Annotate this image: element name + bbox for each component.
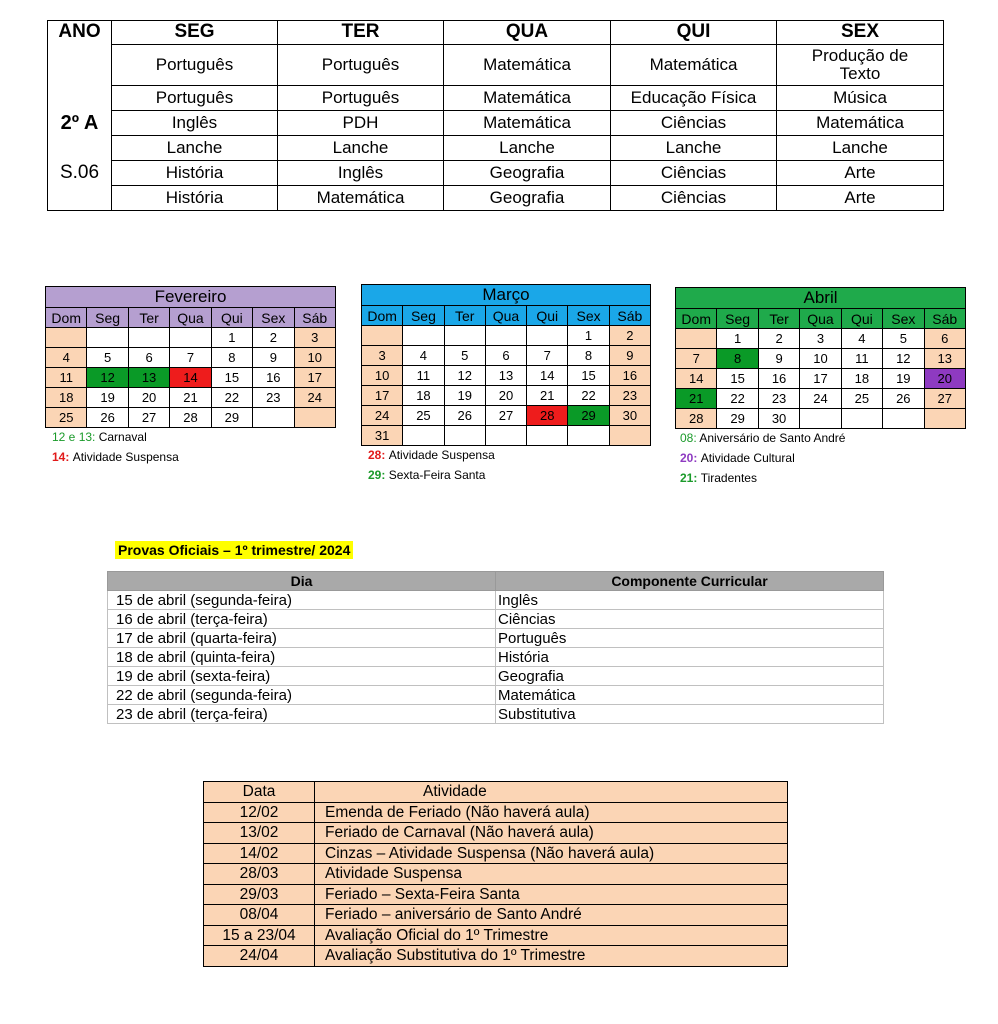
calendar-day: 19 bbox=[87, 388, 128, 408]
calendar-day: 13 bbox=[924, 349, 965, 369]
calendar-day: 3 bbox=[362, 346, 403, 366]
calendar-day: 14 bbox=[170, 368, 211, 388]
schedule-row bbox=[48, 161, 944, 186]
calendar-day: 17 bbox=[362, 386, 403, 406]
calendar-day bbox=[128, 328, 169, 348]
legend-key: 08 bbox=[680, 431, 694, 445]
provas-row bbox=[108, 648, 884, 667]
calendar-day: 25 bbox=[46, 408, 87, 428]
calendar-day: 28 bbox=[527, 406, 568, 426]
calendar-weekday-row bbox=[46, 308, 336, 328]
calendar-day: 24 bbox=[800, 389, 841, 409]
calendar-day: 12 bbox=[87, 368, 128, 388]
schedule-header-cell: QUI bbox=[611, 21, 777, 45]
provas-title: Provas Oficiais – 1º trimestre/ 2024 bbox=[115, 541, 353, 559]
provas-subject: Substitutiva bbox=[496, 705, 884, 724]
schedule-cell: Ciências bbox=[611, 111, 777, 136]
calendar-day: 22 bbox=[568, 386, 609, 406]
schedule-cell: Matemática bbox=[444, 111, 611, 136]
calendar-day: 19 bbox=[883, 369, 924, 389]
calendar-title-row bbox=[46, 287, 336, 308]
schedule-ano-cell bbox=[48, 45, 112, 86]
schedule-cell: Educação Física bbox=[611, 86, 777, 111]
activity-description: Feriado – aniversário de Santo André bbox=[315, 905, 788, 926]
calendar-day: 30 bbox=[609, 406, 650, 426]
activities-header-activity: Atividade bbox=[315, 782, 788, 803]
legend-item: 29: Sexta-Feira Santa bbox=[368, 468, 486, 482]
calendar-day: 12 bbox=[883, 349, 924, 369]
provas-subject: Geografia bbox=[496, 667, 884, 686]
calendar-day bbox=[924, 409, 965, 429]
calendar-day bbox=[46, 328, 87, 348]
activity-description: Emenda de Feriado (Não haverá aula) bbox=[315, 802, 788, 823]
calendar-day: 23 bbox=[609, 386, 650, 406]
calendar-day: 5 bbox=[87, 348, 128, 368]
activity-date: 12/02 bbox=[204, 802, 315, 823]
schedule-row bbox=[48, 86, 944, 111]
calendar-day: 31 bbox=[362, 426, 403, 446]
calendar-title-row bbox=[676, 288, 966, 309]
calendar-weekday-row bbox=[362, 306, 651, 326]
calendar-day: 6 bbox=[924, 329, 965, 349]
weekday-header: Qui bbox=[841, 309, 882, 329]
calendar-day: 28 bbox=[676, 409, 717, 429]
activities-row bbox=[204, 884, 788, 905]
weekday-header: Qui bbox=[527, 306, 568, 326]
calendar-day: 17 bbox=[800, 369, 841, 389]
schedule-row bbox=[48, 111, 944, 136]
schedule-cell: Ciências bbox=[611, 161, 777, 186]
calendar-day bbox=[485, 326, 526, 346]
provas-day: 15 de abril (segunda-feira) bbox=[108, 591, 496, 610]
weekday-header: Sáb bbox=[294, 308, 335, 328]
legend-item: 20: Atividade Cultural bbox=[680, 451, 795, 465]
schedule-cell: Matemática bbox=[777, 111, 944, 136]
calendar-day: 4 bbox=[46, 348, 87, 368]
legend-february bbox=[52, 430, 179, 470]
schedule-cell: Português bbox=[278, 86, 444, 111]
calendar-day: 14 bbox=[527, 366, 568, 386]
calendar-day: 20 bbox=[485, 386, 526, 406]
calendar-march bbox=[361, 284, 651, 446]
schedule-cell: PDH bbox=[278, 111, 444, 136]
activity-date: 15 a 23/04 bbox=[204, 925, 315, 946]
schedule-cell: Inglês bbox=[112, 111, 278, 136]
schedule-cell: Matemática bbox=[444, 86, 611, 111]
calendar-week-row bbox=[676, 349, 966, 369]
legend-key: 12 e 13 bbox=[52, 430, 93, 444]
calendar-week-row bbox=[362, 326, 651, 346]
weekday-header: Sex bbox=[883, 309, 924, 329]
provas-row bbox=[108, 686, 884, 705]
schedule-header-cell: SEG bbox=[112, 21, 278, 45]
provas-row bbox=[108, 667, 884, 686]
calendar-day: 10 bbox=[800, 349, 841, 369]
provas-header-cell: Componente Curricular bbox=[496, 572, 884, 591]
calendar-day: 4 bbox=[841, 329, 882, 349]
provas-subject: Português bbox=[496, 629, 884, 648]
schedule-ano-cell: 2º A bbox=[48, 111, 112, 136]
calendar-day: 3 bbox=[294, 328, 335, 348]
calendar-week-row bbox=[362, 386, 651, 406]
legend-april bbox=[680, 431, 845, 491]
legend-text: Tiradentes bbox=[700, 471, 757, 485]
calendar-day: 21 bbox=[170, 388, 211, 408]
calendar-day: 4 bbox=[403, 346, 444, 366]
schedule-cell: Matemática bbox=[611, 45, 777, 86]
weekday-header: Qua bbox=[170, 308, 211, 328]
legend-text: Atividade Cultural bbox=[700, 451, 795, 465]
calendar-day: 29 bbox=[568, 406, 609, 426]
schedule-cell: Português bbox=[112, 45, 278, 86]
activity-description: Avaliação Oficial do 1º Trimestre bbox=[315, 925, 788, 946]
calendar-day bbox=[444, 426, 485, 446]
schedule-row bbox=[48, 186, 944, 211]
schedule-cell: Produção de Texto bbox=[777, 45, 944, 86]
calendar-day: 2 bbox=[609, 326, 650, 346]
calendar-day: 1 bbox=[568, 326, 609, 346]
calendar-day: 22 bbox=[211, 388, 252, 408]
activity-date: 28/03 bbox=[204, 864, 315, 885]
calendar-day: 30 bbox=[758, 409, 799, 429]
legend-key: 28 bbox=[368, 448, 382, 462]
calendar-day: 26 bbox=[444, 406, 485, 426]
activities-row bbox=[204, 802, 788, 823]
calendar-day: 10 bbox=[294, 348, 335, 368]
activity-description: Atividade Suspensa bbox=[315, 864, 788, 885]
calendar-day: 11 bbox=[403, 366, 444, 386]
calendar-week-row bbox=[46, 408, 336, 428]
schedule-cell: Lanche bbox=[611, 136, 777, 161]
calendar-day: 5 bbox=[444, 346, 485, 366]
calendar-week-row bbox=[362, 346, 651, 366]
calendar-week-row bbox=[46, 368, 336, 388]
calendar-day: 22 bbox=[717, 389, 758, 409]
activity-date: 29/03 bbox=[204, 884, 315, 905]
legend-text: Atividade Suspensa bbox=[72, 450, 179, 464]
schedule-cell: História bbox=[112, 161, 278, 186]
schedule-row bbox=[48, 45, 944, 86]
calendar-day: 24 bbox=[294, 388, 335, 408]
calendar-day: 27 bbox=[128, 408, 169, 428]
schedule-ano-cell: S.06 bbox=[48, 161, 112, 186]
schedule-cell: Lanche bbox=[112, 136, 278, 161]
calendar-day bbox=[485, 426, 526, 446]
legend-item: 14: Atividade Suspensa bbox=[52, 450, 179, 464]
calendar-day: 13 bbox=[485, 366, 526, 386]
calendar-day: 16 bbox=[609, 366, 650, 386]
calendar-day bbox=[294, 408, 335, 428]
schedule-cell: Inglês bbox=[278, 161, 444, 186]
calendar-day: 19 bbox=[444, 386, 485, 406]
schedule-cell: Música bbox=[777, 86, 944, 111]
legend-key: 21 bbox=[680, 471, 694, 485]
schedule-cell: Lanche bbox=[777, 136, 944, 161]
weekday-header: Qua bbox=[485, 306, 526, 326]
schedule-cell: Português bbox=[112, 86, 278, 111]
calendar-week-row bbox=[46, 328, 336, 348]
calendar-day: 7 bbox=[676, 349, 717, 369]
activity-date: 24/04 bbox=[204, 946, 315, 967]
weekday-header: Seg bbox=[717, 309, 758, 329]
schedule-ano-cell bbox=[48, 186, 112, 211]
calendar-week-row bbox=[46, 348, 336, 368]
calendar-april bbox=[675, 287, 966, 429]
calendar-day: 14 bbox=[676, 369, 717, 389]
calendar-week-row bbox=[676, 329, 966, 349]
calendar-day: 2 bbox=[253, 328, 294, 348]
schedule-cell: Arte bbox=[777, 186, 944, 211]
calendar-month-title: Abril bbox=[676, 288, 966, 309]
weekday-header: Ter bbox=[128, 308, 169, 328]
provas-subject: Ciências bbox=[496, 610, 884, 629]
calendar-day: 6 bbox=[128, 348, 169, 368]
calendar-day: 26 bbox=[87, 408, 128, 428]
calendar-day bbox=[403, 426, 444, 446]
provas-subject: Matemática bbox=[496, 686, 884, 705]
calendar-day: 29 bbox=[717, 409, 758, 429]
schedule-header-cell: QUA bbox=[444, 21, 611, 45]
calendar-day: 20 bbox=[924, 369, 965, 389]
weekday-header: Sáb bbox=[609, 306, 650, 326]
schedule-cell: Arte bbox=[777, 161, 944, 186]
legend-text: Sexta-Feira Santa bbox=[388, 468, 486, 482]
provas-row bbox=[108, 629, 884, 648]
calendar-day bbox=[362, 326, 403, 346]
activities-header-row bbox=[204, 782, 788, 803]
legend-key: 29 bbox=[368, 468, 382, 482]
weekday-header: Qui bbox=[211, 308, 252, 328]
provas-header-cell: Dia bbox=[108, 572, 496, 591]
calendar-day: 27 bbox=[924, 389, 965, 409]
activity-description: Avaliação Substitutiva do 1º Trimestre bbox=[315, 946, 788, 967]
calendar-day: 28 bbox=[170, 408, 211, 428]
weekday-header: Dom bbox=[676, 309, 717, 329]
activity-date: 13/02 bbox=[204, 823, 315, 844]
calendar-day bbox=[609, 426, 650, 446]
weekday-header: Qua bbox=[800, 309, 841, 329]
calendar-day: 9 bbox=[609, 346, 650, 366]
calendar-day: 29 bbox=[211, 408, 252, 428]
calendar-day: 21 bbox=[676, 389, 717, 409]
calendar-day: 3 bbox=[800, 329, 841, 349]
activity-description: Feriado – Sexta-Feira Santa bbox=[315, 884, 788, 905]
calendar-day bbox=[444, 326, 485, 346]
legend-march bbox=[368, 448, 495, 488]
provas-day: 17 de abril (quarta-feira) bbox=[108, 629, 496, 648]
activities-row bbox=[204, 905, 788, 926]
legend-key: 14 bbox=[52, 450, 66, 464]
provas-table bbox=[107, 571, 884, 724]
provas-day: 18 de abril (quinta-feira) bbox=[108, 648, 496, 667]
schedule-header-row bbox=[48, 21, 944, 45]
activities-row bbox=[204, 843, 788, 864]
calendar-weekday-row bbox=[676, 309, 966, 329]
calendar-day: 25 bbox=[403, 406, 444, 426]
calendar-day: 9 bbox=[758, 349, 799, 369]
provas-row bbox=[108, 591, 884, 610]
calendar-day: 18 bbox=[841, 369, 882, 389]
calendar-day bbox=[253, 408, 294, 428]
calendar-day: 18 bbox=[403, 386, 444, 406]
activity-date: 08/04 bbox=[204, 905, 315, 926]
weekday-header: Sex bbox=[568, 306, 609, 326]
calendar-day: 26 bbox=[883, 389, 924, 409]
calendar-day: 24 bbox=[362, 406, 403, 426]
activities-table bbox=[203, 781, 788, 967]
calendar-day bbox=[676, 329, 717, 349]
legend-key: 20 bbox=[680, 451, 694, 465]
calendar-day: 8 bbox=[568, 346, 609, 366]
calendar-week-row bbox=[362, 426, 651, 446]
legend-item: 28: Atividade Suspensa bbox=[368, 448, 495, 462]
calendar-week-row bbox=[676, 369, 966, 389]
calendar-day bbox=[800, 409, 841, 429]
calendar-day: 11 bbox=[46, 368, 87, 388]
weekday-header: Dom bbox=[362, 306, 403, 326]
calendar-day: 1 bbox=[717, 329, 758, 349]
calendar-day: 13 bbox=[128, 368, 169, 388]
calendar-day: 5 bbox=[883, 329, 924, 349]
calendar-day bbox=[527, 426, 568, 446]
legend-text: Carnaval bbox=[98, 430, 147, 444]
calendar-day: 7 bbox=[527, 346, 568, 366]
activities-row bbox=[204, 946, 788, 967]
weekday-header: Ter bbox=[758, 309, 799, 329]
schedule-cell: Matemática bbox=[444, 45, 611, 86]
calendar-day bbox=[568, 426, 609, 446]
calendar-day: 23 bbox=[758, 389, 799, 409]
activity-description: Cinzas – Atividade Suspensa (Não haverá aula) bbox=[315, 843, 788, 864]
activities-header-date: Data bbox=[204, 782, 315, 803]
provas-day: 23 de abril (terça-feira) bbox=[108, 705, 496, 724]
schedule-header-cell: TER bbox=[278, 21, 444, 45]
calendar-title-row bbox=[362, 285, 651, 306]
schedule-header-cell: SEX bbox=[777, 21, 944, 45]
calendar-week-row bbox=[676, 409, 966, 429]
provas-subject: Inglês bbox=[496, 591, 884, 610]
schedule-ano-cell bbox=[48, 136, 112, 161]
schedule-cell: Matemática bbox=[278, 186, 444, 211]
calendar-week-row bbox=[46, 388, 336, 408]
calendar-day bbox=[883, 409, 924, 429]
provas-subject: História bbox=[496, 648, 884, 667]
activities-row bbox=[204, 823, 788, 844]
schedule-cell: Lanche bbox=[278, 136, 444, 161]
calendar-day: 16 bbox=[758, 369, 799, 389]
legend-item: 12 e 13: Carnaval bbox=[52, 430, 147, 444]
calendar-day: 1 bbox=[211, 328, 252, 348]
activity-description: Feriado de Carnaval (Não haverá aula) bbox=[315, 823, 788, 844]
calendar-week-row bbox=[676, 389, 966, 409]
schedule-cell: Português bbox=[278, 45, 444, 86]
calendar-day: 8 bbox=[211, 348, 252, 368]
schedule-cell: Geografia bbox=[444, 186, 611, 211]
provas-header-row bbox=[108, 572, 884, 591]
calendar-day: 17 bbox=[294, 368, 335, 388]
calendar-day: 16 bbox=[253, 368, 294, 388]
schedule-cell: História bbox=[112, 186, 278, 211]
calendar-day: 11 bbox=[841, 349, 882, 369]
weekday-header: Sáb bbox=[924, 309, 965, 329]
schedule-header-cell: ANO bbox=[48, 21, 112, 45]
calendar-day bbox=[403, 326, 444, 346]
calendar-day: 18 bbox=[46, 388, 87, 408]
calendar-day: 27 bbox=[485, 406, 526, 426]
calendar-month-title: Março bbox=[362, 285, 651, 306]
schedule-cell: Geografia bbox=[444, 161, 611, 186]
weekday-header: Sex bbox=[253, 308, 294, 328]
calendar-day: 8 bbox=[717, 349, 758, 369]
calendar-day bbox=[170, 328, 211, 348]
calendar-day: 9 bbox=[253, 348, 294, 368]
calendar-day: 12 bbox=[444, 366, 485, 386]
calendar-day: 2 bbox=[758, 329, 799, 349]
calendar-day: 25 bbox=[841, 389, 882, 409]
weekday-header: Ter bbox=[444, 306, 485, 326]
calendar-month-title: Fevereiro bbox=[46, 287, 336, 308]
schedule-row bbox=[48, 136, 944, 161]
calendar-day: 15 bbox=[717, 369, 758, 389]
weekday-header: Seg bbox=[403, 306, 444, 326]
schedule-cell: Lanche bbox=[444, 136, 611, 161]
schedule-cell: Ciências bbox=[611, 186, 777, 211]
legend-item: 08: Aniversário de Santo André bbox=[680, 431, 846, 445]
provas-day: 16 de abril (terça-feira) bbox=[108, 610, 496, 629]
calendar-february bbox=[45, 286, 336, 428]
schedule-ano-cell bbox=[48, 86, 112, 111]
calendar-day: 21 bbox=[527, 386, 568, 406]
calendar-day: 15 bbox=[568, 366, 609, 386]
calendar-week-row bbox=[362, 366, 651, 386]
calendar-day: 7 bbox=[170, 348, 211, 368]
activity-date: 14/02 bbox=[204, 843, 315, 864]
provas-day: 19 de abril (sexta-feira) bbox=[108, 667, 496, 686]
calendar-week-row bbox=[362, 406, 651, 426]
calendar-day: 15 bbox=[211, 368, 252, 388]
calendar-day: 6 bbox=[485, 346, 526, 366]
activities-row bbox=[204, 864, 788, 885]
class-schedule-table bbox=[47, 20, 944, 211]
weekday-header: Seg bbox=[87, 308, 128, 328]
calendar-day: 20 bbox=[128, 388, 169, 408]
provas-day: 22 de abril (segunda-feira) bbox=[108, 686, 496, 705]
provas-row bbox=[108, 705, 884, 724]
legend-text: Aniversário de Santo André bbox=[699, 431, 846, 445]
legend-item: 21: Tiradentes bbox=[680, 471, 757, 485]
calendar-day: 10 bbox=[362, 366, 403, 386]
calendar-day bbox=[527, 326, 568, 346]
calendar-day bbox=[87, 328, 128, 348]
calendar-day: 23 bbox=[253, 388, 294, 408]
legend-text: Atividade Suspensa bbox=[388, 448, 495, 462]
activities-row bbox=[204, 925, 788, 946]
weekday-header: Dom bbox=[46, 308, 87, 328]
provas-row bbox=[108, 610, 884, 629]
calendar-day bbox=[841, 409, 882, 429]
